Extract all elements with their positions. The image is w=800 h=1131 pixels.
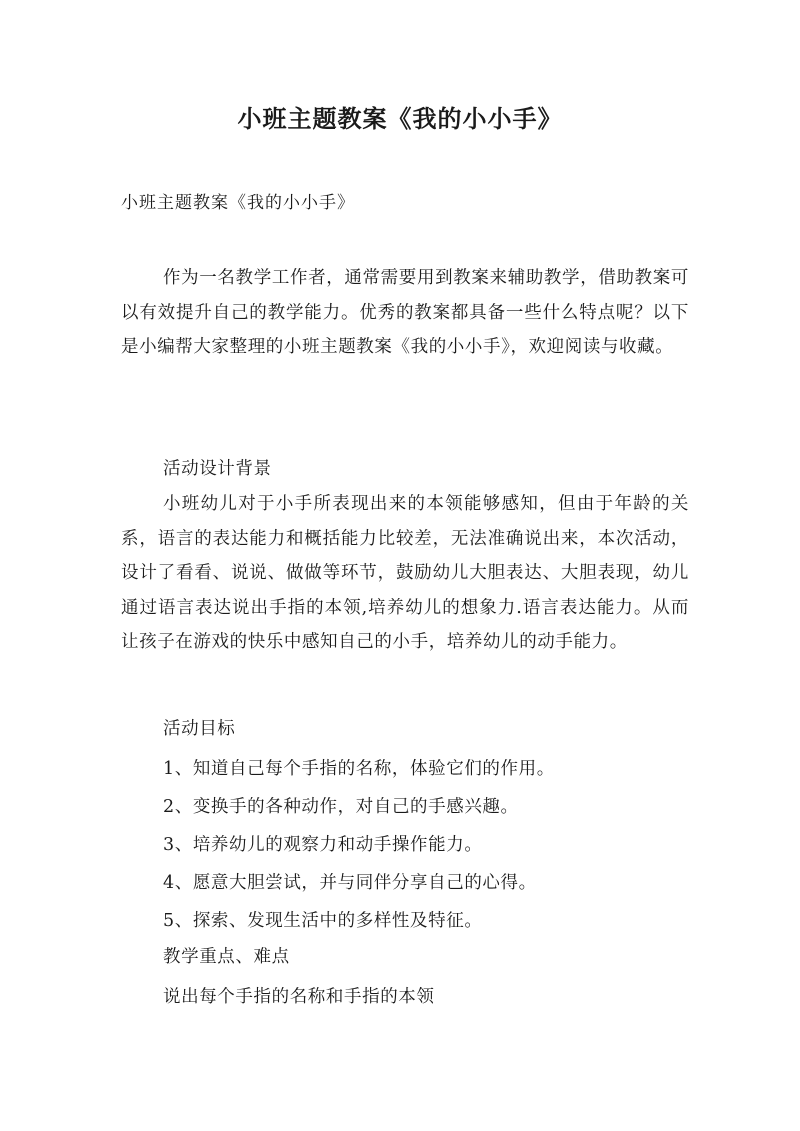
goal-item: 5、探索、发现生活中的多样性及特征。 [163,911,483,931]
goal-item: 3、培养幼儿的观察力和动手操作能力。 [163,835,483,855]
key-points-text: 说出每个手指的名称和手指的本领 [163,987,435,1007]
document-title: 小班主题教案《我的小小手》 [237,104,563,133]
intro-paragraph: 作为一名教学工作者，通常需要用到教案来辅助教学，借助教案可以有效提升自己的教学能力。优秀的教案都具备一些什么特点呢？以下是小编帮大家整理的小班主题教案《我的小小手》，欢迎阅读与收藏。 [121,268,689,357]
key-points-heading: 教学重点、难点 [163,947,290,967]
background-paragraph: 小班幼儿对于小手所表现出来的本领能够感知，但由于年龄的关系，语言的表达能力和概括能力比较差，无法准确说出来，本次活动，设计了看看、说说、做做等环节，鼓励幼儿大胆表达、大胆表现，幼儿通过语言表达说出手指的本领,培养幼儿的想象力.语言表达能力。从而让孩子在游戏的快乐中感知自己的小手，培养幼儿的动手能力。 [121,494,689,652]
goals-heading: 活动目标 [163,719,236,739]
goal-item: 2、变换手的各种动作，对自己的手感兴趣。 [163,797,519,817]
document-subtitle: 小班主题教案《我的小小手》 [121,193,355,213]
background-heading: 活动设计背景 [163,459,272,479]
goal-item: 4、愿意大胆尝试，并与同伴分享自己的心得。 [163,873,537,893]
goal-item: 1、知道自己每个手指的名称，体验它们的作用。 [163,759,555,779]
